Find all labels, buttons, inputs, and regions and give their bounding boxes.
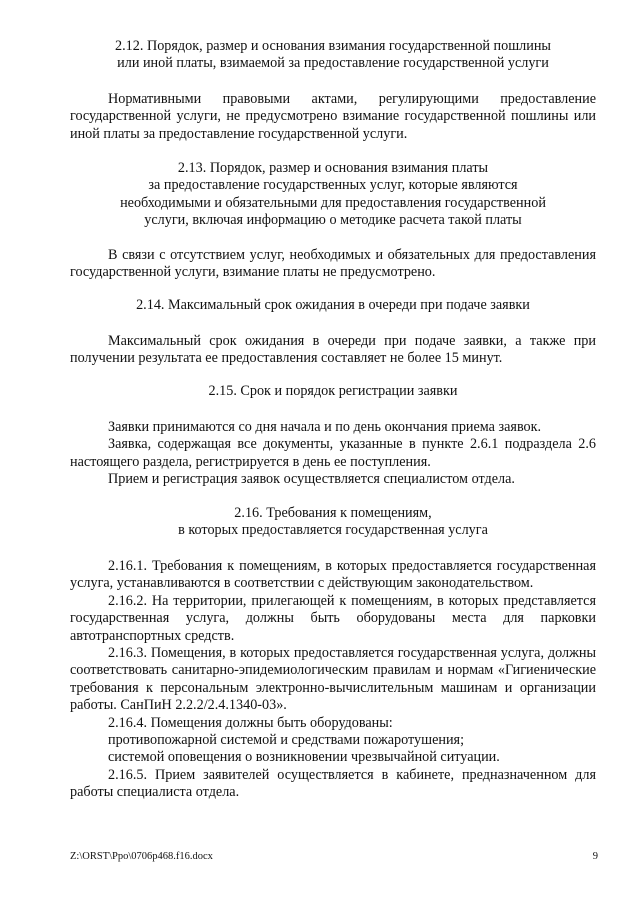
section-2-16-heading (70, 505, 596, 540)
list-item: системой оповещения о возникновении чрезвычайной ситуации. (108, 749, 500, 766)
section-2-16-paragraph: 2.16.2. На территории, прилегающей к помещениям, в которых представляется государственная услуга, должны быть оборудованы места для парковки автотранспортных средств. (70, 592, 596, 644)
section-2-16-paragraph: 2.16.5. Прием заявителей осуществляется в кабинете, предназначенном для работы специалиста отдела. (70, 766, 596, 801)
heading-line: услуги, включая информацию о методике расчета такой платы (144, 212, 522, 229)
heading-line: необходимыми и обязательными для предоставления государственной (120, 194, 546, 211)
page-number: 9 (592, 851, 598, 862)
section-2-14-paragraph: Максимальный срок ожидания в очереди при подаче заявки, а также при получении результата ее предоставления составляет не более 15 минут. (70, 333, 596, 367)
heading-line: 2.12. Порядок, размер и основания взимания государственной пошлины (115, 38, 551, 54)
section-2-16-paragraph: 2.16.4. Помещения должны быть оборудованы: (108, 714, 393, 731)
section-2-13-paragraph: В связи с отсутствием услуг, необходимых и обязательных для предоставления государственной услуги, взимание платы не предусмотрено. (70, 247, 596, 281)
heading-line: или иной платы, взимаемой за предоставление государственной услуги (117, 55, 549, 72)
heading-line: 2.16. Требования к помещениям, (234, 505, 432, 521)
heading-line: в которых предоставляется государственная услуга (178, 522, 488, 539)
footer-file-path: Z:\ORST\Ppo\0706p468.f16.docx (70, 851, 213, 862)
section-2-15-heading (70, 383, 596, 400)
heading-line: 2.15. Срок и порядок регистрации заявки (208, 383, 458, 399)
section-2-14-heading (70, 297, 596, 314)
list-item: противопожарной системой и средствами пожаротушения; (108, 732, 465, 749)
section-2-15-paragraph: Заявки принимаются со дня начала и по день окончания приема заявок. (108, 419, 542, 435)
heading-line: за предоставление государственных услуг, которые являются (148, 177, 518, 194)
section-2-15-paragraph: Прием и регистрация заявок осуществляется специалистом отдела. (108, 471, 515, 488)
heading-line: 2.14. Максимальный срок ожидания в очереди при подаче заявки (136, 297, 530, 313)
section-2-16-body (70, 558, 596, 802)
section-2-15-body (70, 419, 596, 489)
section-2-12-paragraph: Нормативными правовыми актами, регулирующими предоставление государственной услуги, не предусмотрено взимание государственной пошлины или иной платы за предоставление государственной услуги. (70, 91, 596, 142)
section-2-12-heading (70, 38, 596, 73)
section-2-16-paragraph: 2.16.3. Помещения, в которых предоставляется государственная услуга, должны соответствовать санитарно-эпидемиологическим правилам и нормам «Гигиенические требования к персональным электронно-вычислительным машинам и организации работы. СанПиН 2.2.2/2.4.1340-03». (70, 645, 596, 714)
section-2-15-paragraph: Заявка, содержащая все документы, указанные в пункте 2.6.1 подраздела 2.6 настоящего раздела, регистрируется в день ее поступления. (70, 436, 596, 470)
heading-line: 2.13. Порядок, размер и основания взимания платы (177, 160, 489, 176)
section-2-16-paragraph: 2.16.1. Требования к помещениям, в которых предоставляется государственная услуга, устанавливаются в соответствии с действующим законодательством. (70, 558, 596, 592)
section-2-13-heading (70, 160, 596, 230)
